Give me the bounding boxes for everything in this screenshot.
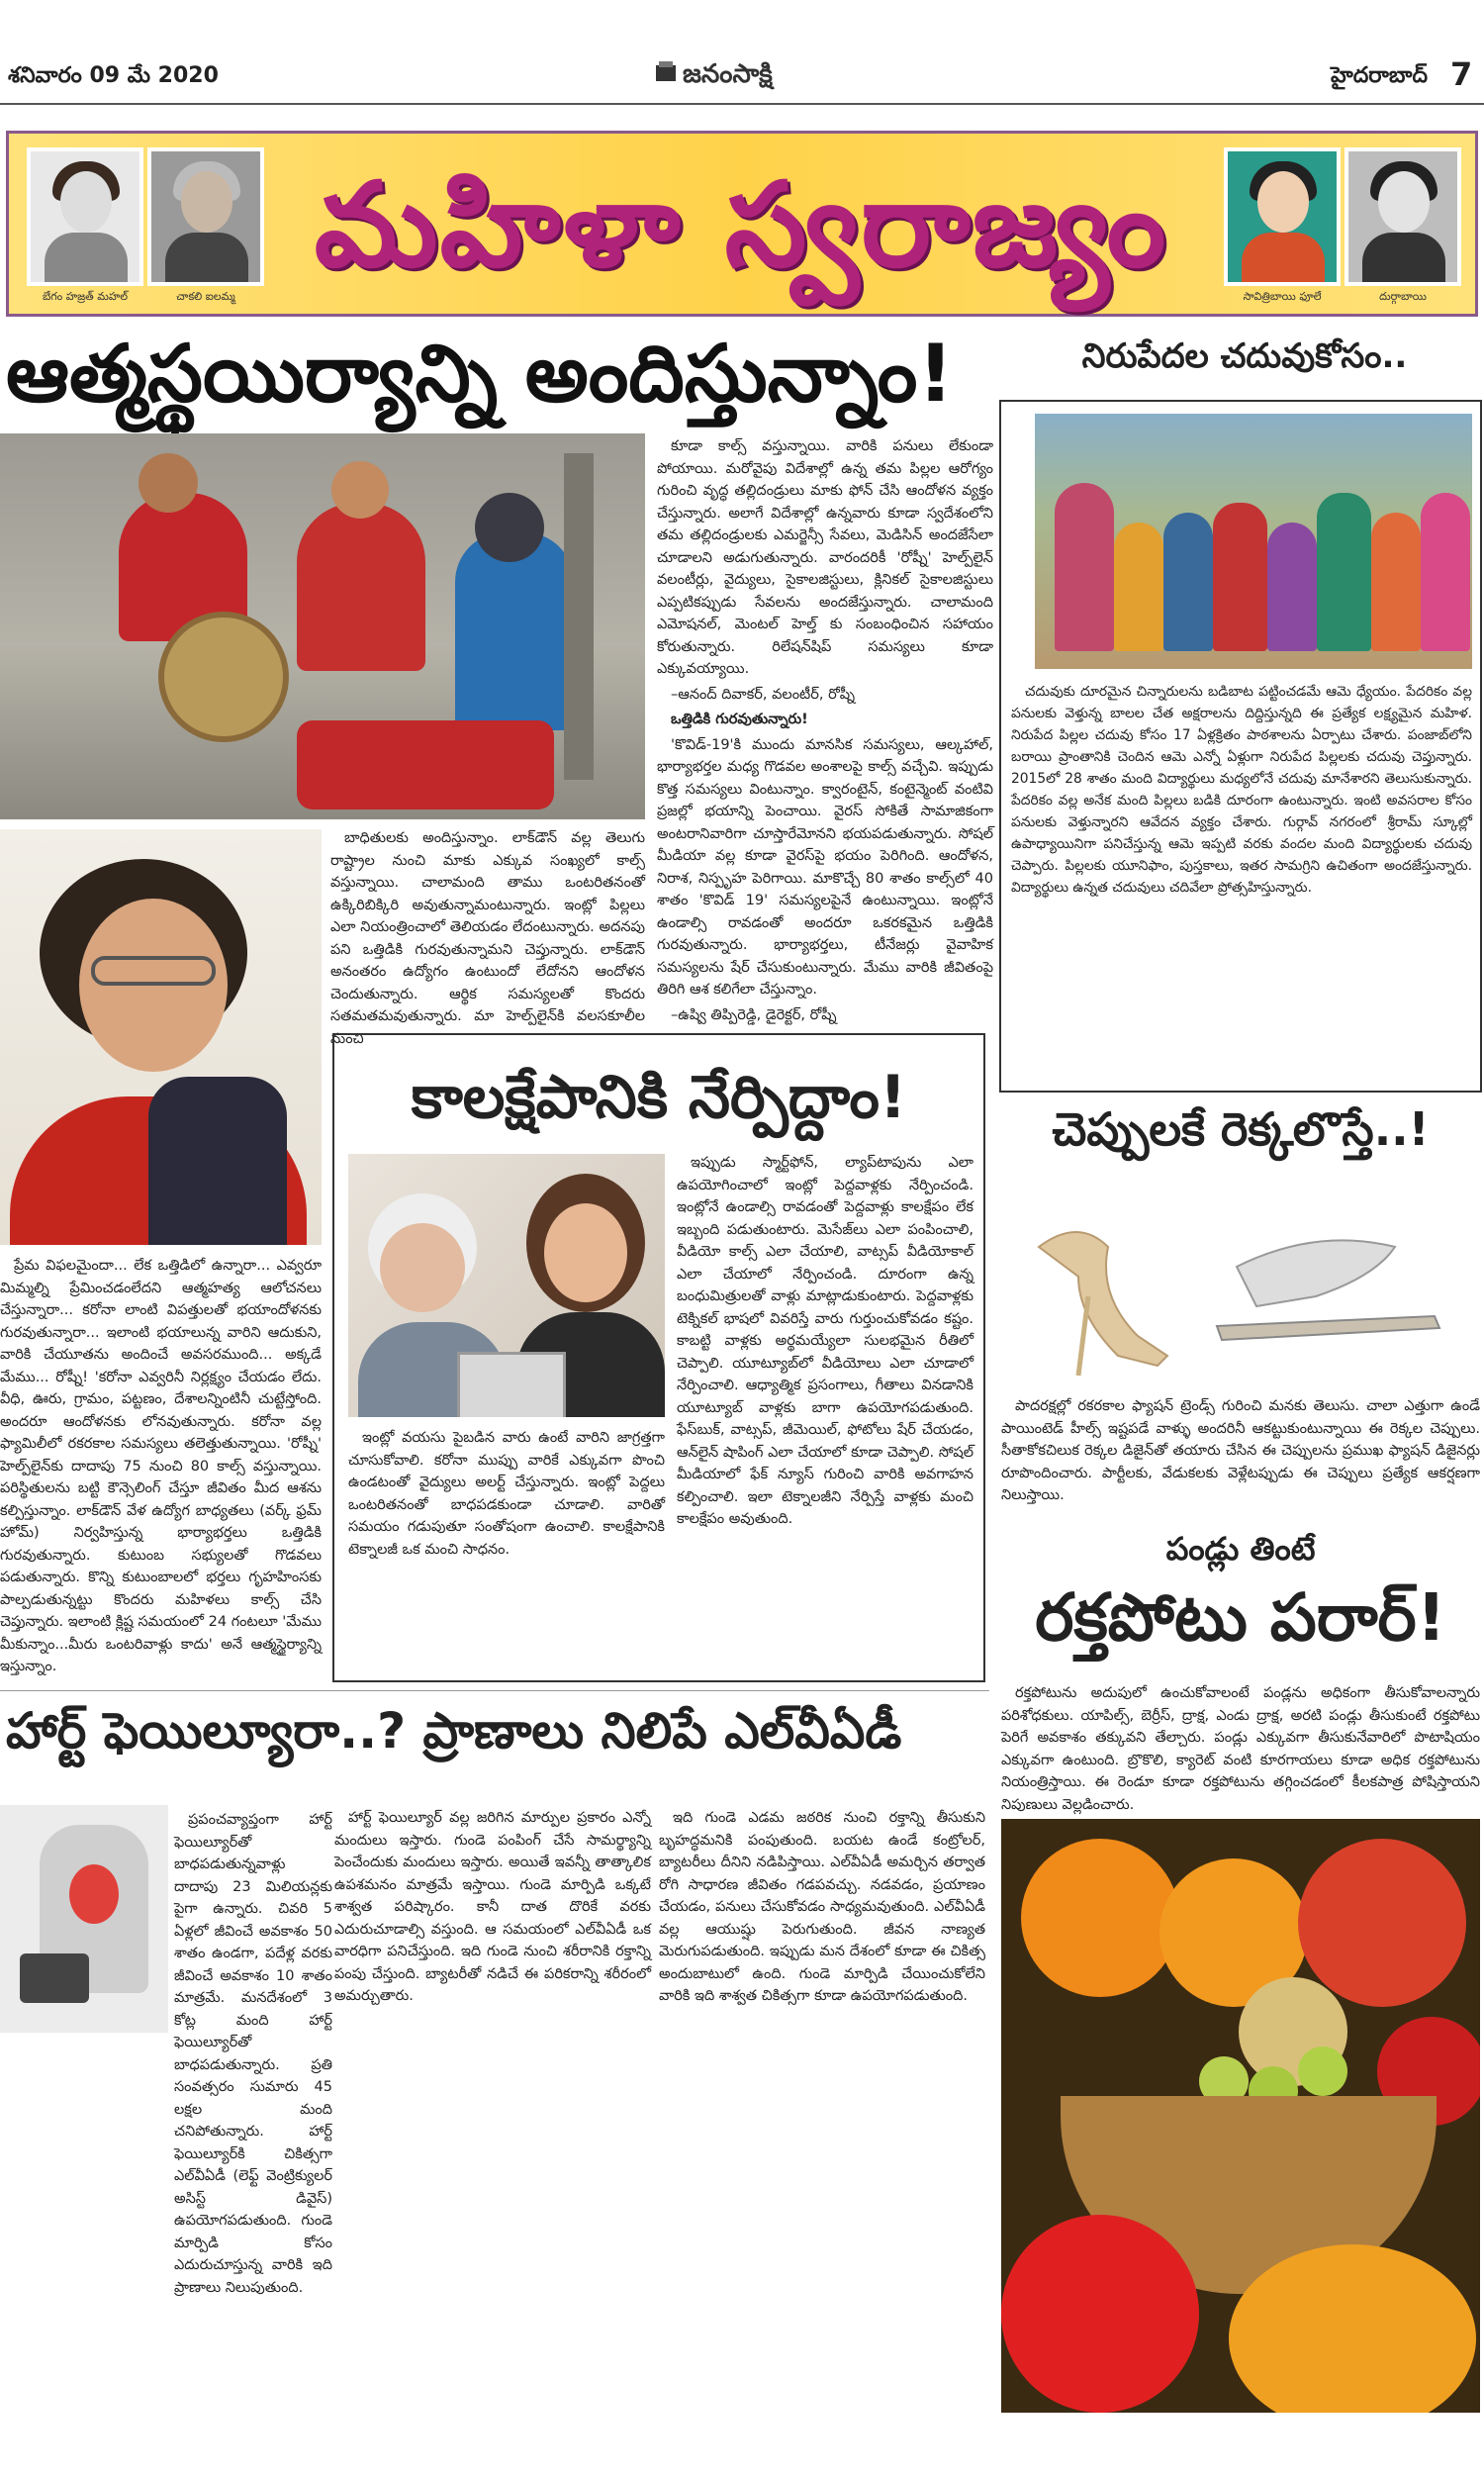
section-banner <box>6 131 1478 317</box>
page-number: 7 <box>1450 55 1473 93</box>
story1-portrait-photo <box>0 829 322 1245</box>
story6-column-2 <box>334 1807 651 2011</box>
story2-left-column <box>348 1427 665 1564</box>
story4-text: పాదరక్షల్లో రకరకాల ఫ్యాషన్ ట్రెండ్స్ గురించి మనకు తెలుసు. చాలా ఎత్తుగా ఉండే పాయింటెడ్ హీల్స్ ఇష్టపడే వాళ్ళు అందరినీ ఆకట్టుకుంటున్నాయి ఈ రెక్కల చెప్పులు. సీతాకోకచిలుక రెక్కల డిజైన్‌తో తయారు చేసిన ఈ చెప్పులను ప్రముఖ ఫ్యాషన్ డిజైనర్లు రూపొందించారు. పార్టీలకు, వేడుకలకు వెళ్లేటప్పుడు ఈ చెప్పులు ప్రత్యేక ఆకర్షణగా నిలుస్తాయి. <box>1001 1398 1480 1503</box>
story6-text: ఇది గుండె ఎడమ జఠరిక నుంచి రక్తాన్ని తీసుకుని బృహద్ధమనికి పంపుతుంది. బయట ఉండే కంట్రోలర్, బ్యాటరీలు దీనిని నడిపిస్తాయి. ఎల్‌వీఏడీ అమర్చిన తర్వాత రోగి సాధారణ జీవితం గడపవచ్చు. నడవడం, ప్రయాణం చేయడం, పనులు చేసుకోవడం సాధ్యమవుతుంది. ఎల్‌వీఏడీ వల్ల ఆయుష్షు పెరుగుతుంది. జీవన నాణ్యత మెరుగుపడుతుంది. ఇప్పుడు మన దేశంలో కూడా ఈ చికిత్స అందుబాటులో ఉంది. గుండె మార్పిడి చేయించుకోలేని వారికి ఇది శాశ్వత చికిత్సగా కూడా ఉపయోగపడుతుంది. <box>659 1810 985 2004</box>
issue-date: శనివారం 09 మే 2020 <box>8 63 219 88</box>
masthead: జనంసాక్షి <box>683 59 773 89</box>
story4-body <box>1001 1395 1480 1510</box>
section-divider <box>0 1690 989 1691</box>
story1-subhead: ఒత్తిడికి గురవుతున్నారు! <box>671 712 808 727</box>
story5-body <box>1001 1682 1480 1819</box>
story1-byline: –ఆనంద్ దివాకర్, వలంటీర్, రోష్నీ <box>671 686 856 703</box>
story6-headline: హార్ట్ ఫెయిల్యూరా..? ప్రాణాలు నిలిపే ఎల్‌వీఏడీ <box>6 1702 902 1760</box>
sandals-illustration <box>1019 1207 1464 1385</box>
story2-text: ఇంట్లో వయసు పైబడిన వారు ఉంటే వారిని జాగ్రత్తగా చూసుకోవాలి. కరోనా ముప్పు వారికే ఎక్కువగా పొంచి ఉండటంతో వైద్యులు అలర్ట్ చేస్తున్నారు. ఇంట్లో పెద్దలు ఒంటరితనంతో బాధపడకుండా చూడాలి. వారితో సమయం గడుపుతూ సంతోషంగా ఉంచాలి. కాలక్షేపానికి టెక్నాలజీ ఒక మంచి సాధనం. <box>348 1430 665 1558</box>
story3-photo <box>1035 414 1472 669</box>
portrait-caption: సావిత్రిబాయి ఫూలే <box>1243 290 1322 303</box>
story2-right-column <box>677 1152 974 1534</box>
story5-text: రక్తపోటును అదుపులో ఉంచుకోవాలంటే పండ్లను అధికంగా తీసుకోవాలన్నారు పరిశోధకులు. యాపిల్స్, బెర్రీస్, ద్రాక్ష, ఎండు ద్రాక్ష, అరటి పండ్లు తీసుకుంటే రక్తపోటు పెరిగే అవకాశం తక్కువని తేల్చారు. పండ్లు ఎక్కువగా తీసుకునేవారిలో పొటాషియం ఎక్కువగా ఉంటుంది. బ్రొకొలి, క్యారెట్ వంటి కూరగాయలు కూడా అధిక రక్తపోటును నియంత్రిస్తాయి. ఈ రెండూ కూడా రక్తపోటును తగ్గించడంలో కీలకపాత్ర పోషిస్తాయని నిపుణులు వెల్లడించారు. <box>1001 1685 1480 1813</box>
story3-body <box>1011 681 1472 902</box>
story6-column-3 <box>659 1807 985 2011</box>
masthead-logo-icon <box>653 59 679 85</box>
page-header <box>0 0 1484 109</box>
story6-column-1 <box>174 1809 332 2302</box>
story1-middle-column <box>330 827 645 1053</box>
story2-box <box>332 1033 985 1682</box>
portrait-2 <box>147 147 264 286</box>
story1-text: ప్రేమ విఫలమైందా... లేక ఒత్తిడిలో ఉన్నారా... ఎవ్వరూ మిమ్మల్ని ప్రేమించడంలేదని ఆత్మహత్య ఆలోచనలు చేస్తున్నారా... కరోనా లాంటి విపత్తులతో భయాందోళనకు గురవుతున్నారా... ఇలాంటి భయాలున్న వారిని ఆదుకుని, వారికి చేయూతను అందించే అవసరముంది... అక్కడే మేము... రోష్నీ! 'కరోనా ఎవ్వరినీ నిర్లక్ష్యం చేయడం లేదు. వీధి, ఊరు, గ్రామం, పట్టణం, దేశాలన్నింటినీ చుట్టేస్తోంది. అందరూ ఆందోళనకు లోనవుతున్నారు. కరోనా వల్ల ఫ్యామిలీలో రకరకాల సమస్యలు తలెత్తుతున్నాయి. 'రోష్నీ' హెల్ప్‌లైన్‌కు దాదాపు 75 నుంచి 80 కాల్స్ వస్తున్నాయి. పరిస్థితులను బట్టి కౌన్సెలింగ్ చేస్తూ జీవితం మీద ఆశను కల్పిస్తున్నాం. లాక్‌డౌన్ వేళ ఉద్యోగ బాధ్యతలు (వర్క్ ఫ్రమ్ హోమ్) నిర్వహిస్తున్న భార్యాభర్తలు ఒత్తిడికి గురవుతున్నారు. కుటుంబ సభ్యులతో గొడవలు పడుతున్నారు. కొన్ని కుటుంబాలలో భర్తలు గృహహింసకు పాల్పడుతున్నట్టు కొందరు మహిళలు కాల్స్ చేసి చెప్తున్నారు. ఇలాంటి క్లిష్ట సమయంలో 24 గంటలూ 'మేము మీకున్నాం...మీరు ఒంటరివాళ్లు కాదు' అనే ఆత్మస్థైర్యాన్ని ఇస్తున్నాం. <box>0 1258 322 1674</box>
story1-byline: –ఉష్వి తిప్పిరెడ్డి, డైరెక్టర్, రోష్నీ <box>671 1006 837 1023</box>
story5-fruit-photo <box>1001 1819 1480 2413</box>
portrait-3 <box>1224 147 1341 286</box>
story1-left-column <box>0 1255 322 1681</box>
story6-text: ప్రపంచవ్యాప్తంగా హార్ట్ ఫెయిల్యూర్‌తో బాధపడుతున్నవాళ్లు దాదాపు 23 మిలియన్లకు పైగా ఉన్నారు. చివరి 5 ఏళ్లలో జీవించే అవకాశం 50 శాతం ఉండగా, పదేళ్ల వరకు జీవించే అవకాశం 10 శాతం మాత్రమే. మనదేశంలో 3 కోట్ల మంది హార్ట్ ఫెయిల్యూర్‌తో బాధపడుతున్నారు. ప్రతి సంవత్సరం సుమారు 45 లక్షల మంది చనిపోతున్నారు. హార్ట్ ఫెయిల్యూర్‌కి చికిత్సగా ఎల్‌వీఏడీ (లెఫ్ట్ వెంట్రిక్యులర్ అసిస్ట్ డివైస్) ఉపయోగపడుతుంది. గుండె మార్పిడి కోసం ఎదురుచూస్తున్న వారికి ఇది ప్రాణాలు నిలుపుతుంది. <box>174 1812 332 2296</box>
story6-photo <box>0 1805 168 2033</box>
story3-box <box>999 400 1482 1093</box>
portrait-1 <box>27 147 143 286</box>
story3-headline: నిరుపేదల చదువుకోసం.. <box>1081 336 1408 376</box>
story5-kicker: పండ్లు తింటే <box>1165 1530 1316 1568</box>
story2-text: ఇప్పుడు స్మార్ట్‌ఫోన్, ల్యాప్‌టాపును ఎలా ఉపయోగించాలో ఇంట్లో పెద్దవాళ్లకు నేర్పించండి. ఇంట్లోనే ఉండాల్సి రావడంతో పెద్దవాళ్లు కాలక్షేపం లేక ఇబ్బంది పడుతుంటారు. మెసేజ్‌లు ఎలా పంపించాలి, వీడియో కాల్స్ ఎలా చేయాలి, వాట్సప్ వీడియోకాల్ ఎలా చేయాలో నేర్పించండి. దూరంగా ఉన్న బంధుమిత్రులతో వాళ్లు మాట్లాడుకుంటారు. పెద్దవాళ్లకు టెక్నికల్ భాషలో వివరిస్తే వారు గుర్తుంచుకోవడం కష్టం. కాబట్టి వాళ్లకు అర్థమయ్యేలా సులభమైన రీతిలో చెప్పాలి. యూట్యూబ్‌లో వీడియోలు ఎలా చూడాలో నేర్పించాలి. ఆధ్యాత్మిక ప్రసంగాలు, గీతాలు వినడానికి యూట్యూబ్ వాళ్లకు బాగా ఉపయోగపడుతుంది. ఫేస్‌బుక్, వాట్సప్, జీమెయిల్, ఫోటోలు షేర్ చేయడం, ఆన్‌లైన్ షాపింగ్ ఎలా చేయాలో కూడా చెప్పాలి. సోషల్ మీడియాలో ఫేక్ న్యూస్ గురించి వారికి అవగాహన కల్పించాలి. ఇలా టెక్నాలజీని నేర్పిస్తే వాళ్లకు మంచి కాలక్షేపం అవుతుంది. <box>677 1155 974 1527</box>
story1-text: కూడా కాల్స్ వస్తున్నాయి. వారికి పనులు లేకుండా పోయాయి. మరోవైపు విదేశాల్లో ఉన్న తమ పిల్లల ఆరోగ్యం గురించి వృద్ధ తల్లిదండ్రులు మాకు ఫోన్ చేసి ఆందోళన వ్యక్తం చేస్తున్నారు. అలాగే విదేశాల్లో ఉన్నవారు కూడా స్వదేశంలోని తమ తల్లిదండ్రులకు ఎమర్జెన్సీ సేవలు, మెడిసిన్ అందజేసేలా చూడాలని అడుగుతున్నారు. వారందరికీ 'రోష్నీ' హెల్ప్‌లైన్ వలంటీర్లు, వైద్యులు, సైకాలజిస్టులు, క్లినికల్ సైకాలజిస్టులు ఎప్పటికప్పుడు సేవలను అందజేస్తున్నారు. చాలామంది ఎమోషనల్, మెంటల్ హెల్త్ కు సంబంధించిన సహాయం కోరుతున్నారు. రిలేషన్‌షిప్ సమస్యలు కూడా ఎక్కువయ్యాయి. <box>657 438 993 677</box>
story6-text: హార్ట్ ఫెయిల్యూర్ వల్ల జరిగిన మార్పుల ప్రకారం ఎన్నో మందులు ఇస్తారు. గుండె పంపింగ్ చేసే సామర్థ్యాన్ని పెంచేందుకు మందులు ఇస్తారు. అయితే ఇవన్నీ తాత్కాలిక ఉపశమనం మాత్రమే ఇస్తాయి. గుండె మార్పిడి ఒక్కటే శాశ్వత పరిష్కారం. కానీ దాత దొరికే వరకు ఎదురుచూడాల్సి వస్తుంది. ఆ సమయంలో ఎల్‌వీఏడీ ఒక వారధిగా పనిచేస్తుంది. ఇది గుండె నుంచి శరీరానికి రక్తాన్ని పంపు చేస్తుంది. బ్యాటరీతో నడిచే ఈ పరికరాన్ని శరీరంలో అమర్చుతారు. <box>334 1810 651 2004</box>
portrait-caption: చాకలి ఐలమ్మ <box>176 290 235 303</box>
story4-headline: చెప్పులకే రెక్కలొస్తే..! <box>1052 1102 1430 1156</box>
story5-headline: రక్తపోటు పరార్! <box>1035 1579 1446 1656</box>
banner-title: మహిళా స్వరాజ్యం <box>314 156 1168 293</box>
story2-headline: కాలక్షేపానికి నేర్పిద్దాం! <box>411 1063 907 1132</box>
portrait-4 <box>1345 147 1461 286</box>
portrait-caption: బేగం హజ్రత్ మహల్ <box>43 290 128 303</box>
story1-text: 'కొవిడ్-19'కి ముందు మానసిక సమస్యలు, ఆల్కహాల్, భార్యాభర్తల మధ్య గొడవల అంశాలపై కాల్స్ వచ్చేవి. ఇప్పుడు కొత్త సమస్యలు వింటున్నాం. క్వారంటైన్, కంటైన్మెంట్ వంటివి ప్రజల్లో భయాన్ని పెంచాయి. వైరస్ సోకితే సామాజికంగా అంటరానివారిగా చూస్తారేమోనని భయపడుతున్నారు. సోషల్ మీడియా వల్ల కూడా వైరస్‌పై భయం పెరిగింది. ఆందోళన, నిరాశ, నిస్పృహ పెరిగాయి. మాకొచ్చే 80 శాతం కాల్స్‌లో 40 శాతం 'కొవిడ్ 19' సమస్యలపైనే ఉంటున్నాయి. ఇంట్లోనే ఉండాల్సి రావడంతో అందరూ ఒకరకమైన ఒత్తిడికి గురవుతున్నారు. భార్యాభర్తలు, టీనేజర్లు వైవాహిక సమస్యలను షేర్ చేసుకుంటున్నారు. మేము వారికి జీవితంపై తిరిగి ఆశ కలిగేలా చేస్తున్నాం. <box>657 736 993 998</box>
story2-photo <box>348 1154 665 1417</box>
header-rule <box>0 103 1484 105</box>
edition-city: హైదరాబాద్ <box>1331 63 1428 88</box>
story1-photo <box>0 433 645 819</box>
story1-headline: ఆత్మస్థయిర్యాన్ని అందిస్తున్నాం! <box>6 328 954 420</box>
portrait-caption: దుర్గాబాయి <box>1379 290 1427 303</box>
story4-photo <box>1019 1207 1464 1385</box>
story1-right-column <box>657 435 993 1029</box>
story3-text: చదువుకు దూరమైన చిన్నారులను బడిబాట పట్టించడమే ఆమె ధ్యేయం. పేదరికం వల్ల పనులకు వెళ్తున్న బాలల చేత అక్షరాలను దిద్దిస్తున్నది ఈ ప్రత్యేక లక్ష్యమైన మహిళ. నిరుపేద పిల్లల చదువు కోసం 17 ఏళ్లక్రితం పాఠశాలను ఏర్పాటు చేశారు. పంజాబ్‌లోని బరాయి ప్రాంతానికి చెందిన ఆమె ఎన్నో ఏళ్లుగా నిరుపేద పిల్లలకు చదువు చెప్తున్నారు. 2015లో 28 శాతం మంది విద్యార్థులు మధ్యలోనే చదువు మానేశారని తెలుసుకున్నారు. పేదరికం వల్ల అనేక మంది పిల్లలు బడికి దూరంగా ఉంటున్నారు. ఇంటి అవసరాల కోసం పనులకు వెళ్తున్నారని ఆవేదన వ్యక్తం చేశారు. గుర్గావ్ నగరంలో శ్రీరామ్ స్కూల్లో ఉపాధ్యాయినిగా పనిచేస్తున్న ఆమె ఇప్పటి వరకు వందల మంది విద్యార్థులకు చదువు చెప్పారు. పిల్లలకు యూనిఫాం, పుస్తకాలు, ఇతర సామగ్రిని ఉచితంగా అందజేస్తున్నారు. విద్యార్థులు ఉన్నత చదువులు చదివేలా ప్రోత్సహిస్తున్నారు. <box>1011 684 1472 896</box>
story1-text: బాధితులకు అందిస్తున్నాం. లాక్‌డౌన్ వల్ల తెలుగు రాష్ట్రాల నుంచి మాకు ఎక్కువ సంఖ్యలో కాల్స్ వస్తున్నాయి. చాలామంది తాము ఒంటరితనంతో ఉక్కిరిబిక్కిరి అవుతున్నామంటున్నారు. ఇంట్లో పిల్లలు ఎలా నియంత్రించాలో తెలియడం లేదంటున్నారు. అదనపు పని ఒత్తిడికి గురవుతున్నామని చెప్తున్నారు. లాక్‌డౌన్ అనంతరం ఉద్యోగం ఉంటుందో లేదోనని ఆందోళన చెందుతున్నారు. ఆర్థిక సమస్యలతో కొందరు సతమతమవుతున్నారు. మా హెల్ప్‌లైన్‌కి వలసకూలీల నుంచి <box>330 830 645 1047</box>
